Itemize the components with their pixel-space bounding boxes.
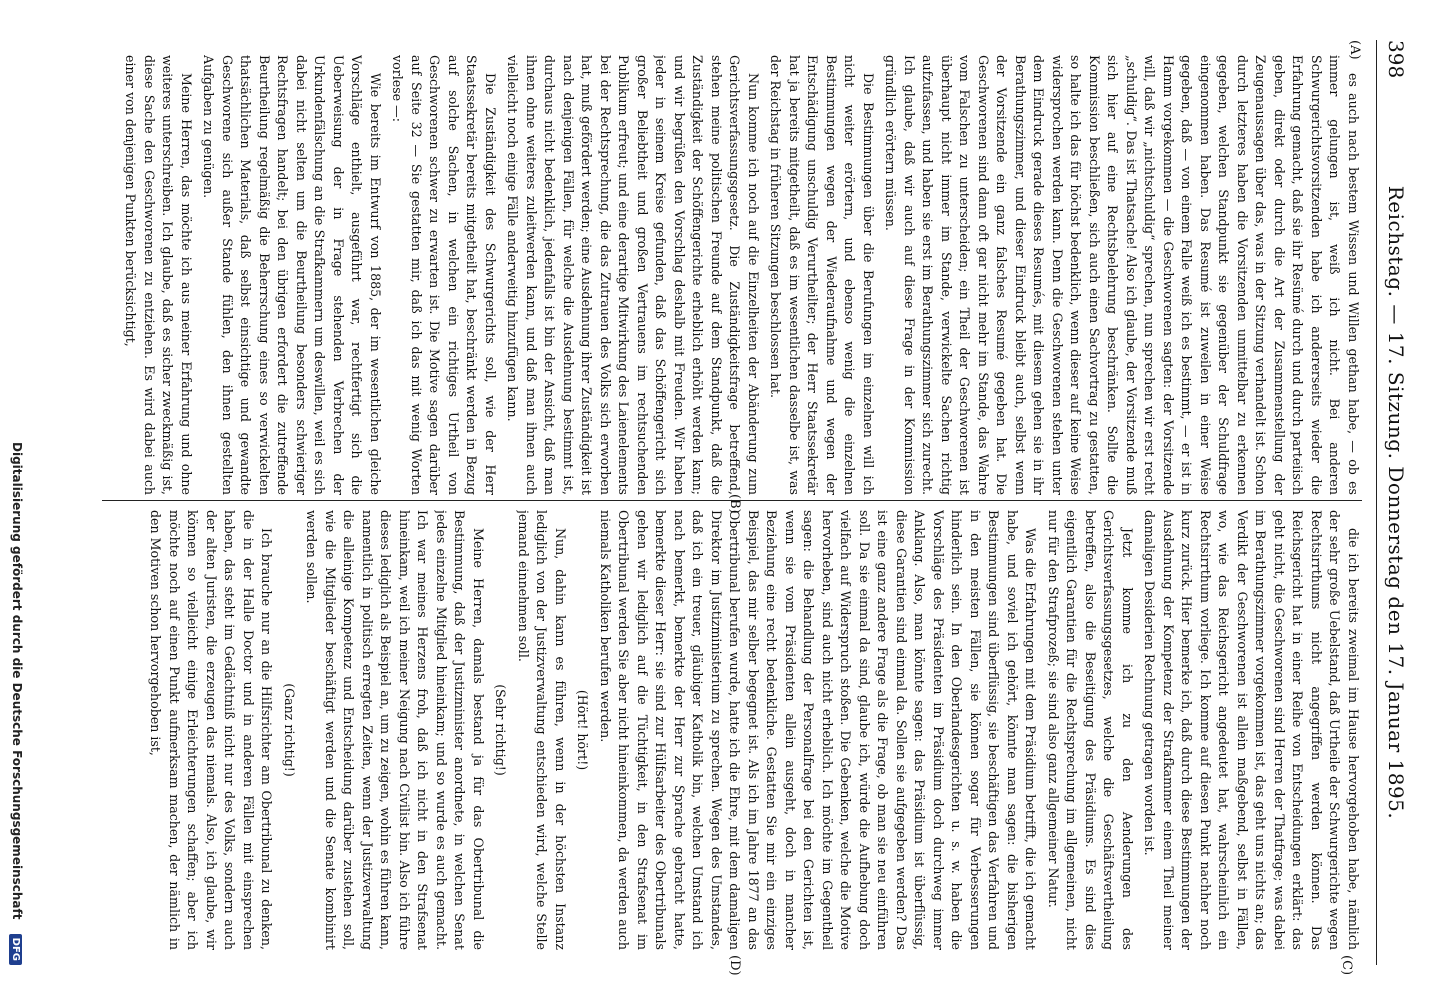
digitization-credit bbox=[9, 40, 24, 965]
paragraph: Die Bestimmungen über die Berufungen im einzelnen will ich nicht weiter erörtern, und ebenso wenig die einzelnen Bestimmungen wegen der Wiederaufnahme und wegen der Entschädigung unschuldig Verurtheilter; der Herr Staatssekretär hat ja bereits mitgetheilt, daß es im wesentlichen dasselbe ist, was der Reichstag in früheren Sitzungen beschlossen hat. bbox=[768, 55, 876, 495]
paragraph: Jetzt komme ich zu den Aenderungen des Gerichtsverfassungsgesetzes, welche die Geschäftsvertheilung betreffen, also die Beseitigung des Präsidiums. Es sind dies eigentlich Garantien für die Rechtsprechung im allgemeinen, nicht nur für den Strafprozeß; sie sind also ganz allgemeiner Natur. bbox=[1046, 510, 1135, 950]
interjection: (Ganz richtig!) bbox=[282, 683, 297, 777]
page-number: 398 bbox=[1384, 40, 1408, 79]
interjection: (Hört! hört!) bbox=[575, 689, 591, 771]
margin-marker-b: (B) bbox=[727, 494, 742, 514]
quoted-paragraph: Wie bereits im Entwurf von 1885, der im wesentlichen gleiche Vorschläge enthielt, ausgeführt war, rechtfertigt sich die Ueberweisung der in Frage stehenden Verbrechen der Urkundenfälschung an die Strafkammern um deswillen, weil es sich dabei nicht selten um die Beurtheilung besonders schwieriger Rechtsfragen handelt; bei den übrigen erfordert die zutreffende Beurtheilung regelmäßig die Beherrschung eines so verwickelten thatsächlichen Materials, daß selbst einsichtige und gewandte Geschworene sich außer Stande fühlen, den ihnen gestellten Aufgaben zu genügen. bbox=[201, 55, 383, 495]
paragraph: Nun, dahin kann es führen, wenn in der höchsten Instanz lediglich von der Justizverwaltung entschieden wird, welche Stelle jemand einnehmen soll. bbox=[516, 510, 568, 950]
margin-marker-a: (A) bbox=[1347, 40, 1362, 60]
margin-marker-c: (C) bbox=[1339, 955, 1354, 976]
column-divider bbox=[102, 500, 1362, 501]
paragraph: Nun komme ich noch auf die Einzelheiten der Abänderung zum Gerichtsverfassungsgesetz. Die Zuständigkeitsfrage betreffend, stehen meine politischen Freunde auf dem Standpunkt, daß die Zuständigkeit der Schöffengerichte erheblich erhöht werden kann; und wir begrüßen den Vorschlag deshalb mit Freuden. Wir haben jeder in seinem Kreise gefunden, daß das Schöffengericht sich großer Beliebtheit und großen Vertrauens im rechtsuchenden Publikum erfreut; und eine derartige Mitwirkung des Laienelements bei der Rechtsprechung, die das Zutrauen des Volks sich erworben hat, muß gefördert werden; eine Ausdehnung ihrer Zuständigkeit ist nach denjenigen Fällen, für welche die Ausdehnung bestimmt ist, durchaus nicht bedenklich, jedenfalls ist bin der Ansicht, daß man ihnen ohne weiteres zuleitwerden kann, und daß man ihnen auch vielleicht noch einige Fälle anderweitig hinzufügen kann. bbox=[505, 55, 761, 495]
paragraph: Die Zuständigkeit des Schwurgerichts soll, wie der Herr Staatssekretär bereits mitgetheilt hat, beschränkt werden in Bezug auf solche Sachen, in welchen ein richtiges Urtheil von Geschworenen schwer zu erwarten ist. Die Motive sagen darüber auf Seite 32 — Sie gestatten mir, daß ich das mit wenig Worten vorlese —: bbox=[390, 55, 498, 495]
right-column bbox=[97, 510, 1362, 950]
page-header bbox=[1374, 40, 1414, 965]
interjection: (Sehr richtig!) bbox=[493, 684, 509, 776]
header-rule bbox=[1376, 40, 1377, 965]
paragraph: die ich bereits zweimal im Hause hervorgehoben habe, nämlich der sehr große Uebelstand, daß Urtheile der Schwurgerichte wegen Rechtsirrthums nicht angegriffen werden können. Das Reichsgericht hat in einer Reihe von Entscheidungen erklärt: das geht nicht, die Geschworenen sind Herren der Thatfrage; was dabei im Berathungszimmer vorgekommen ist, das geht uns nichts an; das Verdikt der Geschworenen ist allein maßgebend, selbst in Fällen, wo, wie das Reichsgericht angedeutet hat, wahrscheinlich ein Rechtsirrthum vorliege. Ich komme auf diesen Punkt nachher noch kurz zurück. Hier bemerke ich, daß durch diese Bestimmungen der Ausdehnung der Kompetenz der Strafkammer einem Theil meiner damaligen Desiderien Rechnung getragen worden ist. bbox=[1142, 510, 1361, 950]
paragraph: Meine Herren, damals bestand ja für das Obertribunal die Bestimmung, daß der Justizminister anordnete, in welchen Senat jedes einzelne Mitglied hineinkam; und so wurde es auch gemacht. Ich war meines Herzens froh, daß ich nicht in den Strafsenat hineinkam, weil ich meiner Neigung nach Civilist bin. Also ich führe dieses lediglich als Beispiel an, um zu zeigen, wohin es führen kann, namentlich in politisch erregten Zeiten, wenn der Justizverwaltung die alleinige Kompetenz und Entscheidung darüber zustehen soll, wie die Mitglieder beschäftigt werden und die Senate kombinirt werden sollen. bbox=[304, 510, 486, 950]
paragraph: Was die Erfahrungen mit dem Präsidium betrifft, die ich gemacht habe, und soviel ich gehört, könnte man sagen: die bisherigen Bestimmungen sind überflüssig, sie beschäftigen das Verfahren und in den meisten Fällen, sie können sogar für Verbesserungen hinderlich sein. In den Oberlandesgerichten u. s. w. haben die Vorschläge des Präsidenten im Präsidium doch durchweg immer Anklang. Also, man könnte sagen: das Präsidium ist überflüssig, diese Garantien sind einmal da. Sollen sie aufgegeben werden? Das ist eine ganz andere Frage als die Frage, ob man sie neu einführen soll. Da sie einmal da sind, glaube ich, würde die Aufhebung doch vielfach auf Widerspruch stoßen. Die Gebenken, welche die Motive hervorheben, sind auch nicht erheblich. Ich möchte im Gegentheil sagen: die Behandlung der Personalfrage bei den Gerichten ist, wenn sie vom Präsidenten allein ausgeht, doch in mancher Beziehung eine recht bedenkliche. Gestatten Sie mir ein einziges Beispiel, das mir selber begegnet ist. Als ich im Jahre 1877 an das Obertribunal berufen wurde, hatte ich die Ehre, mit dem damaligen Direktor im Justizministerium zu sprechen. Wegen des Umstandes, daß ich ein treuer, gläubiger Katholik bin, welchen Umstand ich nach bemerkt, bemerkte der Herr zur Sprache gebracht hatte, bemerkte dieser Herr: sie sind zur Hülfsarbeiter des Obertribunals gehen wir lediglich auf die Tüchtigkeit, in den Strafsenat im Obertribunal werden Sie aber nicht hineinkommen, da werden auch niemals Katholiken berufen werden. bbox=[598, 510, 1039, 950]
credit-text: Digitalisierung gefördert durch die Deutsche Forschungsgemeinschaft bbox=[10, 442, 24, 920]
left-column bbox=[97, 55, 1362, 495]
page-title: Reichstag. — 17. Sitzung. Donnerstag den 17. Januar 1895. bbox=[1384, 185, 1408, 820]
paragraph: es auch nach bestem Wissen und Willen gethan habe, — ob es immer gelungen ist, weiß ich nicht. Bei anderen Schwurgerichtsvorsitzenden habe ich andererseits wieder die Erfahrung gemacht, daß sie ihr Resümé durch und durch parteiisch geben, direkt oder durch die Art der Zusammenstellung der Zeugenaussagen über das, was in der Sitzung verhandelt ist. Schon durch letzteres haben die Vorsitzenden unmittelbar zu erkennen gegeben, welchen Standpunkt sie gegenüber der Schuldfrage eingenommen haben. Das Resumé ist zuweilen in einer Weise gegeben, daß — von einem Falle weiß ich es bestimmt, — er ist in Hamm vorgekommen — die Geschworenen sagten: der Vorsitzende will, daß wir „nichtschuldig“ sprechen, nun sprechen wir erst recht „schuldig“. Das ist Thatsache! Also ich glaube, der Vorsitzende muß sich hier auf eine Rechtsbelehrung beschränken. Sollte die Kommission beschließen, sich auch einen Sachvortrag zu gestatten, so halte ich das für höchst bedenklich, wenn dieser auf keine Weise widersprochen werden kann. Denn die Geschworenen stehen unter dem Eindruck gerade dieses Resumés, mit diesem gehen sie in ihr Berathungszimmer, und dieser Eindruck bleibt auch, selbst wenn der Vorsitzende ein ganz falsches Resumé gegeben hat. Die Geschworenen sind dann oft gar nicht mehr im Stande, das Wahre vom Falschen zu unterscheiden; ein Theil der Geschworenen ist überhaupt nicht immer im Stande, verwickelte Sachen richtig aufzufassen, und haben sie erst im Berathungszimmer sich zurecht. Ich glaube, daß wir auch auf diese Frage in der Kommission gründlich erörtern müssen. bbox=[883, 55, 1361, 495]
paragraph: Meine Herren, das möchte ich aus meiner Erfahrung und ohne weiteres unterschreiben. Ich glaube, daß es sicher zweckmäßig ist, diese Sache den Geschworenen zu entziehen. Es wird dabei auch einer von denjenigen Punkten berücksichtigt, bbox=[123, 55, 194, 495]
paragraph: Ich brauche nur an die Hilfsrichter am Obertribunal zu denken, die in der Halle Doctor und in anderen Fällen mit einsprechen haben, das steht im Gedächtniß nicht nur des Volks, sondern auch der alten Juristen, die erzeugen das niemals. Also, ich glaube, wir können so vielleicht einige Erleichterungen schaffen; aber ich möchte noch auf einen Punkt aufmerksam machen, der nämlich in den Motiven schon hervorgehoben ist, bbox=[148, 510, 275, 950]
dfg-logo: DFG bbox=[9, 934, 22, 965]
margin-marker-d: (D) bbox=[727, 955, 742, 976]
